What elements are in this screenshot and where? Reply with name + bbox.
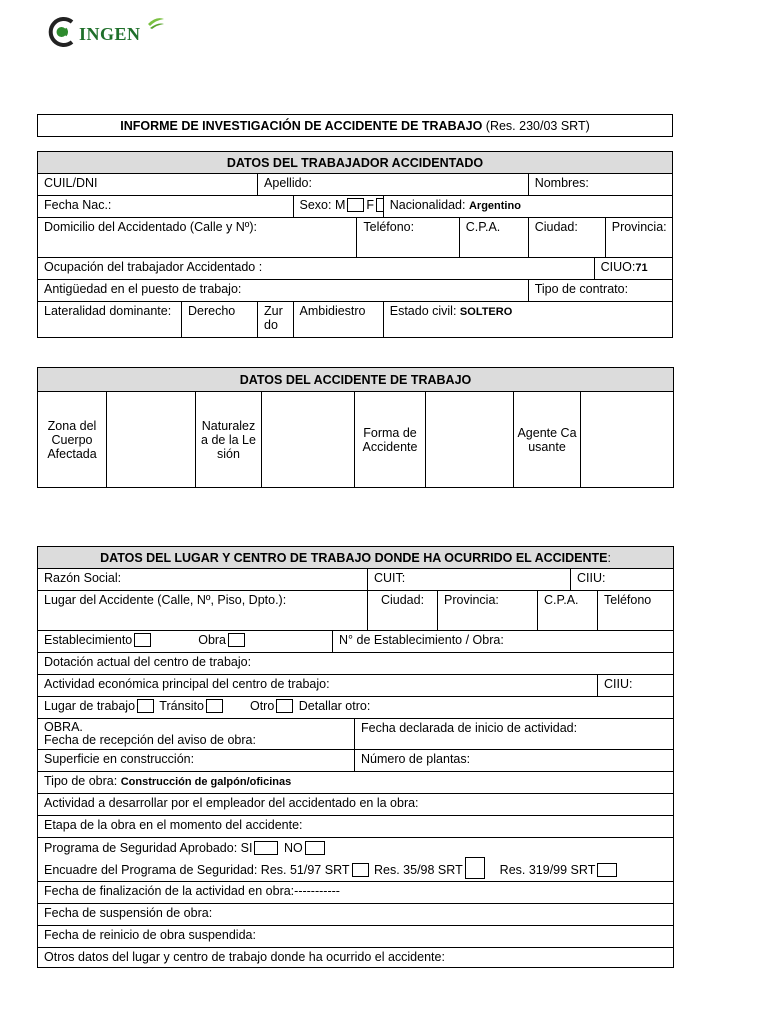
res35-checkbox[interactable] bbox=[465, 857, 485, 879]
derecho-option[interactable]: Derecho bbox=[181, 302, 257, 338]
accident-section-header: DATOS DEL ACCIDENTE DE TRABAJO bbox=[38, 368, 674, 392]
cpa-field[interactable]: C.P.A. bbox=[459, 218, 528, 258]
sexo-field bbox=[293, 196, 383, 218]
ciudad-field[interactable]: Ciudad: bbox=[528, 218, 605, 258]
worker-section-header: DATOS DEL TRABAJADOR ACCIDENTADO bbox=[38, 152, 673, 174]
nacionalidad-field[interactable] bbox=[383, 196, 672, 218]
place-data-table bbox=[37, 546, 674, 968]
naturaleza-lesion-field[interactable] bbox=[262, 392, 355, 488]
estado-civil-field[interactable] bbox=[383, 302, 672, 338]
agente-causante-label: Agente Causante bbox=[514, 392, 581, 488]
nacionalidad-label: Nacionalidad: bbox=[389, 198, 466, 212]
ciiu-field[interactable]: CIIU: bbox=[571, 569, 674, 591]
otro-label: Otro bbox=[249, 699, 275, 713]
worker-data-table bbox=[37, 151, 673, 338]
naturaleza-lesion-label: Naturaleza de la Lesión bbox=[196, 392, 262, 488]
place-cpa-field[interactable]: C.P.A. bbox=[538, 591, 598, 631]
sexo-m-checkbox[interactable] bbox=[347, 198, 364, 212]
forma-accidente-label: Forma de Accidente bbox=[355, 392, 426, 488]
lugar-trabajo-row bbox=[38, 697, 674, 719]
actividad-desarrollar-field[interactable]: Actividad a desarrollar por el empleador del accidentado en la obra: bbox=[38, 794, 674, 816]
agente-causante-field[interactable] bbox=[581, 392, 674, 488]
programa-si-checkbox[interactable] bbox=[254, 841, 278, 855]
report-resolution: (Res. 230/03 SRT) bbox=[485, 118, 590, 133]
transito-checkbox[interactable] bbox=[206, 699, 223, 713]
lateralidad-label: Lateralidad dominante: bbox=[38, 302, 182, 338]
superficie-field[interactable]: Superficie en construcción: bbox=[38, 750, 355, 772]
zurdo-option[interactable]: Zurdo bbox=[258, 302, 293, 338]
zona-cuerpo-label: Zona del Cuerpo Afectada bbox=[38, 392, 107, 488]
res319-label: Res. 319/99 SRT bbox=[499, 863, 596, 877]
cuit-field[interactable]: CUIT: bbox=[368, 569, 571, 591]
sexo-label: Sexo: M bbox=[299, 198, 346, 212]
nombres-field[interactable]: Nombres: bbox=[528, 174, 672, 196]
ambidiestro-option[interactable]: Ambidiestro bbox=[293, 302, 383, 338]
logo-leaf-icon bbox=[146, 16, 166, 30]
ciuo-field[interactable] bbox=[594, 258, 672, 280]
obra-label: Obra bbox=[198, 633, 227, 647]
ciuo-value: 71 bbox=[635, 262, 648, 274]
transito-label: Tránsito bbox=[159, 699, 204, 713]
place-ciudad-field[interactable]: Ciudad: bbox=[368, 591, 438, 631]
establecimiento-label: Establecimiento bbox=[44, 633, 133, 647]
apellido-field[interactable]: Apellido: bbox=[258, 174, 529, 196]
etapa-obra-field[interactable]: Etapa de la obra en el momento del accidente: bbox=[38, 816, 674, 838]
tipo-obra-field[interactable] bbox=[38, 772, 674, 794]
obra-label-text: OBRA. bbox=[44, 720, 83, 734]
programa-no-checkbox[interactable] bbox=[305, 841, 325, 855]
encuadre-label: Encuadre del Programa de Seguridad: Res. 51/97 SRT bbox=[44, 863, 350, 877]
forma-accidente-field[interactable] bbox=[426, 392, 514, 488]
telefono-field[interactable]: Teléfono: bbox=[357, 218, 459, 258]
dotacion-field[interactable]: Dotación actual del centro de trabajo: bbox=[38, 653, 674, 675]
lugar-trabajo-label: Lugar de trabajo bbox=[44, 699, 136, 713]
cuil-field[interactable]: CUIL/DNI bbox=[38, 174, 258, 196]
company-logo bbox=[44, 14, 168, 50]
logo-text: INGEN bbox=[79, 24, 141, 44]
establecimiento-obra-row bbox=[38, 631, 333, 653]
place-telefono-field[interactable]: Teléfono bbox=[598, 591, 674, 631]
otro-checkbox[interactable] bbox=[276, 699, 293, 713]
antiguedad-field[interactable]: Antigüedad en el puesto de trabajo: bbox=[38, 280, 529, 302]
report-title: INFORME DE INVESTIGACIÓN DE ACCIDENTE DE TRABAJO bbox=[120, 118, 483, 133]
place-provincia-field[interactable]: Provincia: bbox=[438, 591, 538, 631]
tipo-contrato-field[interactable]: Tipo de contrato: bbox=[528, 280, 672, 302]
obra-checkbox[interactable] bbox=[228, 633, 245, 647]
actividad-economica-field[interactable]: Actividad económica principal del centro de trabajo: bbox=[38, 675, 598, 697]
provincia-field[interactable]: Provincia: bbox=[605, 218, 672, 258]
ciiu2-field[interactable]: CIIU: bbox=[598, 675, 674, 697]
res319-checkbox[interactable] bbox=[597, 863, 617, 877]
fecha-inicio-field[interactable]: Fecha declarada de inicio de actividad: bbox=[355, 719, 674, 750]
place-section-header: DATOS DEL LUGAR Y CENTRO DE TRABAJO DONDE HA OCURRIDO EL ACCIDENTE: bbox=[38, 547, 674, 569]
logo-mark-icon bbox=[44, 14, 80, 50]
tipo-obra-value: Construcción de galpón/oficinas bbox=[120, 776, 292, 788]
domicilio-field[interactable]: Domicilio del Accidentado (Calle y Nº): bbox=[38, 218, 357, 258]
ocupacion-field[interactable]: Ocupación del trabajador Accidentado : bbox=[38, 258, 595, 280]
tipo-obra-label: Tipo de obra: bbox=[44, 774, 118, 788]
establecimiento-checkbox[interactable] bbox=[134, 633, 151, 647]
programa-seguridad-row bbox=[38, 838, 674, 882]
nacionalidad-value: Argentino bbox=[468, 200, 521, 212]
estado-civil-label: Estado civil: bbox=[389, 304, 457, 318]
obra-recepcion-field[interactable] bbox=[38, 719, 355, 750]
estado-civil-value: SOLTERO bbox=[459, 306, 513, 318]
fecha-finalizacion-field[interactable]: Fecha de finalización de la actividad en obra:----------- bbox=[38, 882, 674, 904]
n-establecimiento-field[interactable]: N° de Establecimiento / Obra: bbox=[333, 631, 674, 653]
fecha-suspension-field[interactable]: Fecha de suspensión de obra: bbox=[38, 904, 674, 926]
lugar-trabajo-checkbox[interactable] bbox=[137, 699, 154, 713]
accident-data-table bbox=[37, 367, 674, 488]
zona-cuerpo-field[interactable] bbox=[107, 392, 196, 488]
res35-label: Res. 35/98 SRT bbox=[374, 863, 463, 877]
report-title-box bbox=[37, 114, 673, 137]
ciuo-label: CIUO: bbox=[600, 260, 636, 274]
otros-datos-field[interactable]: Otros datos del lugar y centro de trabajo donde ha ocurrido el accidente: bbox=[38, 948, 674, 968]
fecha-nac-field[interactable]: Fecha Nac.: bbox=[38, 196, 294, 218]
sexo-f-checkbox[interactable] bbox=[376, 198, 383, 212]
fecha-recepcion-label: Fecha de recepción del aviso de obra: bbox=[44, 733, 256, 747]
detallar-otro-field[interactable]: Detallar otro: bbox=[298, 699, 371, 713]
razon-social-field[interactable]: Razón Social: bbox=[38, 569, 368, 591]
lugar-accidente-field[interactable]: Lugar del Accidente (Calle, Nº, Piso, Dpto.): bbox=[38, 591, 368, 631]
res51-checkbox[interactable] bbox=[352, 863, 369, 877]
plantas-field[interactable]: Número de plantas: bbox=[355, 750, 674, 772]
programa-no-label: NO bbox=[283, 841, 303, 855]
fecha-reinicio-field[interactable]: Fecha de reinicio de obra suspendida: bbox=[38, 926, 674, 948]
sexo-f-label: F bbox=[366, 198, 375, 212]
programa-label: Programa de Seguridad Aprobado: SI bbox=[44, 841, 253, 855]
